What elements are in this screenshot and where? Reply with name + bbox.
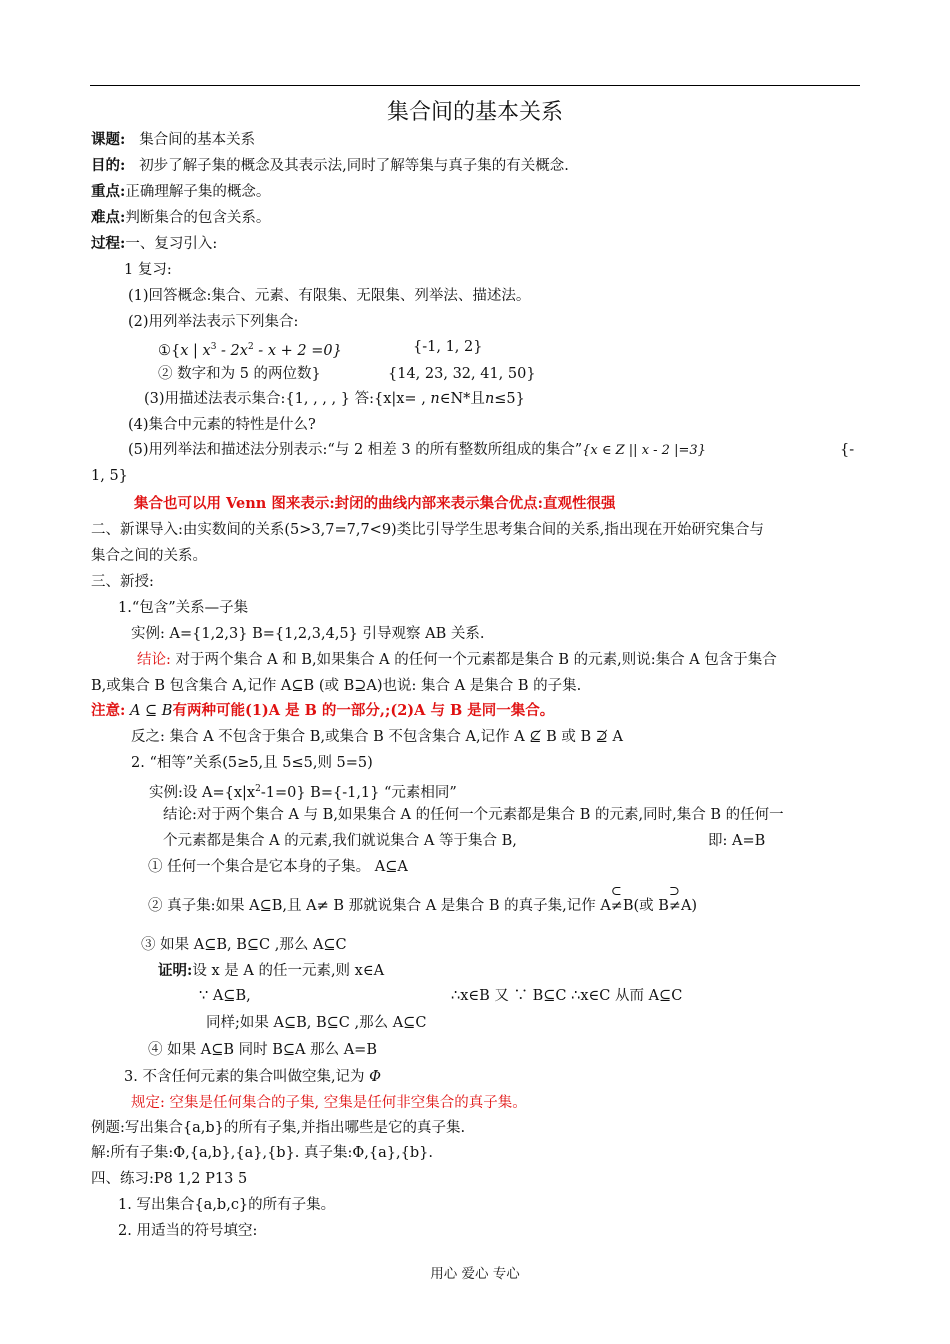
practice-item-2: 2. 用适当的符号填空: [118,1223,258,1239]
practice-heading: 四、练习:P8 1,2 P13 5 [91,1171,248,1187]
subset-note [91,701,554,721]
proof-because: ∵ A⊆B, [199,988,251,1004]
key-line [91,182,270,202]
section-new-teach: 三、新授: [91,574,154,590]
review-q3 [144,389,525,409]
goal-label: 目的: [91,157,126,174]
set-brace: { [171,342,181,359]
q3-text: ≤5} [494,391,525,407]
equal-heading: 2. “相等”关系(5≥5,且 5≤5,则 5=5) [131,755,373,771]
new-lesson-line2: 集合之间的关系。 [91,548,207,564]
math-expr: {x ∈ Z || x - 2 |=3} [582,443,706,458]
subset-heading: 1.“包含”关系—子集 [118,600,249,616]
property-1: ① 任何一个集合是它本身的子集。 A⊆A [148,859,408,875]
new-lesson-line1: 二、新课导入:由实数间的关系(5>3,7=7,7<9)类比引导学生思考集合间的关系,指出现在开始研究集合与 [91,522,764,538]
difficulty-line [91,208,270,228]
q5-text: (5)用列举法和描述法分别表示:“与 2 相差 3 的所有整数所组成的集合” [128,442,583,458]
subset-conclusion [137,650,777,670]
empty-set-line [124,1067,381,1087]
exponent: 3 [210,342,217,352]
proof-text: 设 x 是 A 的任一元素,则 x∈A [192,963,385,979]
q3-text: ∈N*且 [439,391,485,407]
not-equal-sign: ≠ [610,898,623,914]
math-expr: x | x [180,342,211,359]
review-q2a-answer: {-1, 1, 2} [413,339,483,355]
review-q2a [158,337,342,361]
subset-sign: ⊂ [610,884,622,899]
process-label: 过程: [91,235,126,252]
page-footer: 用心 爱心 专心 [430,1266,520,1282]
property-4: ④ 如果 A⊆B 同时 B⊆A 那么 A=B [148,1042,377,1058]
review-q2b-answer: {14, 23, 32, 41, 50} [388,366,536,382]
practice-item-1: 1. 写出集合{a,b,c}的所有子集。 [118,1197,336,1213]
property-2-text: A) [680,898,698,914]
review-q4: (4)集合中元素的特性是什么? [128,417,316,433]
conclusion-text: 对于两个集合 A 和 B,如果集合 A 的任何一个元素都是集合 B 的元素,则说:集合 A 包含于集合 [175,652,777,668]
review-q5-answer-cont: 1, 5} [91,468,128,484]
subset-example: 实例: A={1,2,3} B={1,2,3,4,5} 引导观察 AB 关系. [131,626,485,642]
review-q2: (2)用列举法表示下列集合: [128,314,299,330]
property-3: ③ 如果 A⊆B, B⊆C ,那么 A⊆C [141,937,347,953]
review-q5 [128,440,706,461]
exponent: 2 [255,784,261,794]
review-q1: (1)回答概念:集合、元素、有限集、无限集、列举法、描述法。 [128,288,531,304]
math-var: n [430,391,440,407]
proof-therefore: ∴x∈B 又 ∵ B⊆C ∴x∈C 从而 A⊆C [451,988,683,1004]
example-question: 例题:写出集合{a,b}的所有子集,并指出哪些是它的真子集. [91,1120,466,1136]
key-text: 正确理解子集的概念。 [125,184,271,200]
subset-conclusion-line2: B,或集合 B 包含集合 A,记作 A⊆B (或 B⊇A)也说: 集合 A 是集合 B 的子集. [91,678,582,694]
empty-set-text: 3. 不含任何元素的集合叫做空集,记为 [124,1069,365,1085]
process-text: 一、复习引入: [125,236,218,252]
math-var: n [484,391,495,407]
equal-example-text: -1=0} B={-1,1} “元素相同” [260,784,457,801]
exponent: 2 [247,342,254,352]
header-rule [90,85,860,86]
review-q2b: ② 数字和为 5 的两位数} [158,366,321,382]
equal-conclusion-line2: 个元素都是集合 A 的元素,我们就说集合 A 等于集合 B, [163,833,517,849]
rule-text: 空集是任何集合的子集, 空集是任何非空集合的真子集。 [169,1095,527,1111]
note-math: A ⊆ B [129,703,173,719]
venn-note: 集合也可以用 Venn 图来表示:封闭的曲线内部来表示集合优点:直观性很强 [134,495,616,512]
equal-example-text: 实例:设 A={x|x [149,784,256,801]
goal-line [91,156,569,176]
math-expr: - x + 2 =0} [253,342,342,359]
proper-superset-symbol [668,884,681,916]
topic-label: 课题: [91,131,126,148]
property-2-text: ② 真子集:如果 A⊆B,且 A≠ B 那就说集合 A 是集合 B 的真子集,记作 A [148,898,611,914]
equal-conclusion-tail: 即: A=B [708,833,766,849]
review-heading: 1 复习: [124,262,172,278]
difficulty-label: 难点: [91,209,126,226]
note-label: 注意: [91,702,126,719]
rule-label: 规定: [131,1095,165,1111]
key-label: 重点: [91,183,126,200]
process-line [91,234,217,254]
topic-text: 集合间的基本关系 [139,132,256,148]
proof-line [158,961,384,981]
empty-set-symbol: Φ [369,1069,382,1085]
topic-line [91,130,255,150]
equal-example [149,779,457,803]
empty-set-rule [131,1093,527,1113]
proof-same: 同样;如果 A⊆B, B⊆C ,那么 A⊆C [206,1015,427,1031]
conclusion-label: 结论: [137,652,171,668]
equal-conclusion-line1: 结论:对于两个集合 A 与 B,如果集合 A 的任何一个元素都是集合 B 的元素,同时,集合 B 的任何一 [163,807,784,823]
subset-converse: 反之: 集合 A 不包含于集合 B,或集合 B 不包含集合 A,记作 A ⊈ B 或 B ⊉ A [131,729,623,745]
q3-text: (3)用描述法表示集合:{1, , , , } 答:{x|x= , [144,391,426,407]
review-q5-answer-start: {- [840,442,855,458]
goal-text: 初步了解子集的概念及其表示法,同时了解等集与真子集的有关概念. [139,158,569,174]
note-text: 有两种可能(1)A 是 B 的一部分,;(2)A 与 B 是同一集合。 [172,702,555,719]
circle-number: ① [158,342,171,359]
not-equal-sign: ≠ [668,898,681,914]
superset-sign: ⊃ [668,884,680,899]
example-answer: 解:所有子集:Φ,{a,b},{a},{b}. 真子集:Φ,{a},{b}. [91,1145,433,1161]
math-expr: - 2x [216,342,248,359]
page-title: 集合间的基本关系 [386,100,563,125]
property-2 [148,884,698,916]
difficulty-text: 判断集合的包含关系。 [125,210,271,226]
proper-subset-symbol [610,884,623,916]
property-2-text: B(或 B [622,898,669,914]
proof-label: 证明: [158,962,193,979]
